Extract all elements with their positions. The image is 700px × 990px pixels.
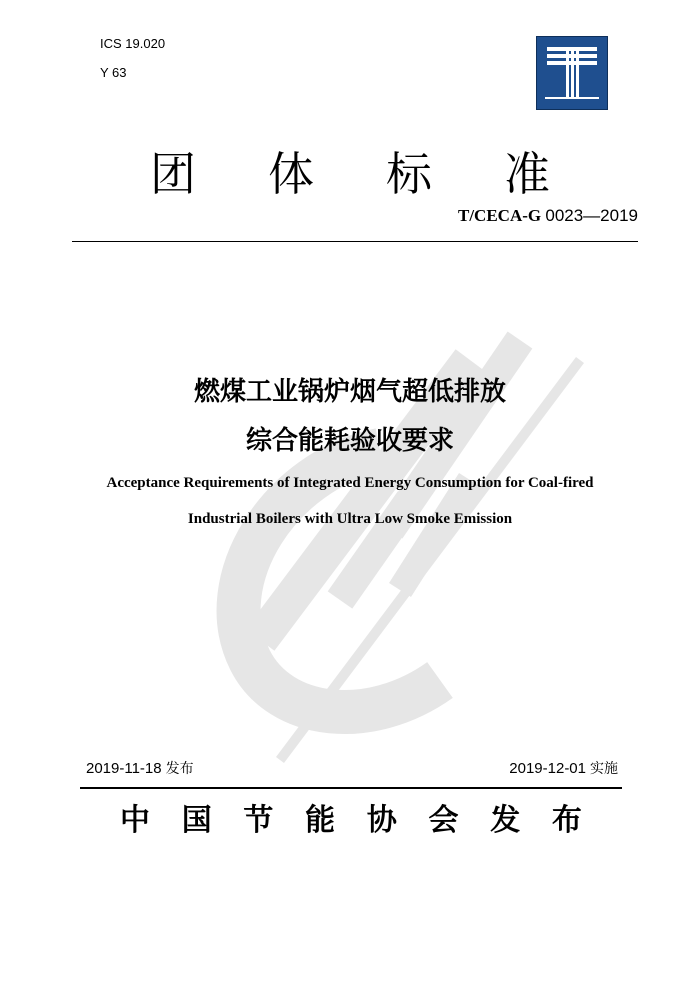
implement-date: 2019-12-01 xyxy=(509,760,586,777)
doc-type-char: 体 xyxy=(268,147,314,201)
standard-prefix: T/CECA-G xyxy=(457,206,542,225)
issue-date-block xyxy=(86,758,194,778)
association-logo-icon xyxy=(536,36,608,110)
issue-date: 2019-11-18 xyxy=(86,760,162,777)
title-english-line-1: Acceptance Requirements of Integrated Energy Consumption for Coal-fired xyxy=(106,475,594,491)
issue-label: 发布 xyxy=(165,761,194,777)
doc-type-char: 标 xyxy=(386,147,432,201)
implement-date-block xyxy=(509,758,618,778)
publisher-char: 中 xyxy=(120,803,150,838)
implement-label: 实施 xyxy=(590,761,618,777)
publisher-char: 节 xyxy=(243,803,274,838)
top-divider xyxy=(72,241,638,242)
classification-code: Y 63 xyxy=(100,65,127,80)
document-type-title xyxy=(0,138,700,204)
bottom-divider xyxy=(80,787,622,789)
publisher-char: 布 xyxy=(551,803,582,838)
publisher-char: 协 xyxy=(366,803,397,838)
standard-code: 0023—2019 xyxy=(545,206,638,225)
title-english-line-2: Industrial Boilers with Ultra Low Smoke Emission xyxy=(187,511,513,527)
doc-type-char: 团 xyxy=(150,147,196,201)
title-chinese-line-2: 综合能耗验收要求 xyxy=(245,426,454,456)
publisher-name xyxy=(80,795,622,839)
title-chinese-line-1: 燃煤工业锅炉烟气超低排放 xyxy=(193,377,506,407)
ics-code: ICS 19.020 xyxy=(100,36,166,51)
publisher-char: 能 xyxy=(305,803,336,838)
standard-number xyxy=(458,206,638,226)
doc-type-char: 准 xyxy=(504,147,550,201)
publisher-char: 会 xyxy=(428,803,459,838)
publisher-char: 发 xyxy=(490,803,521,838)
publisher-char: 国 xyxy=(181,803,212,838)
